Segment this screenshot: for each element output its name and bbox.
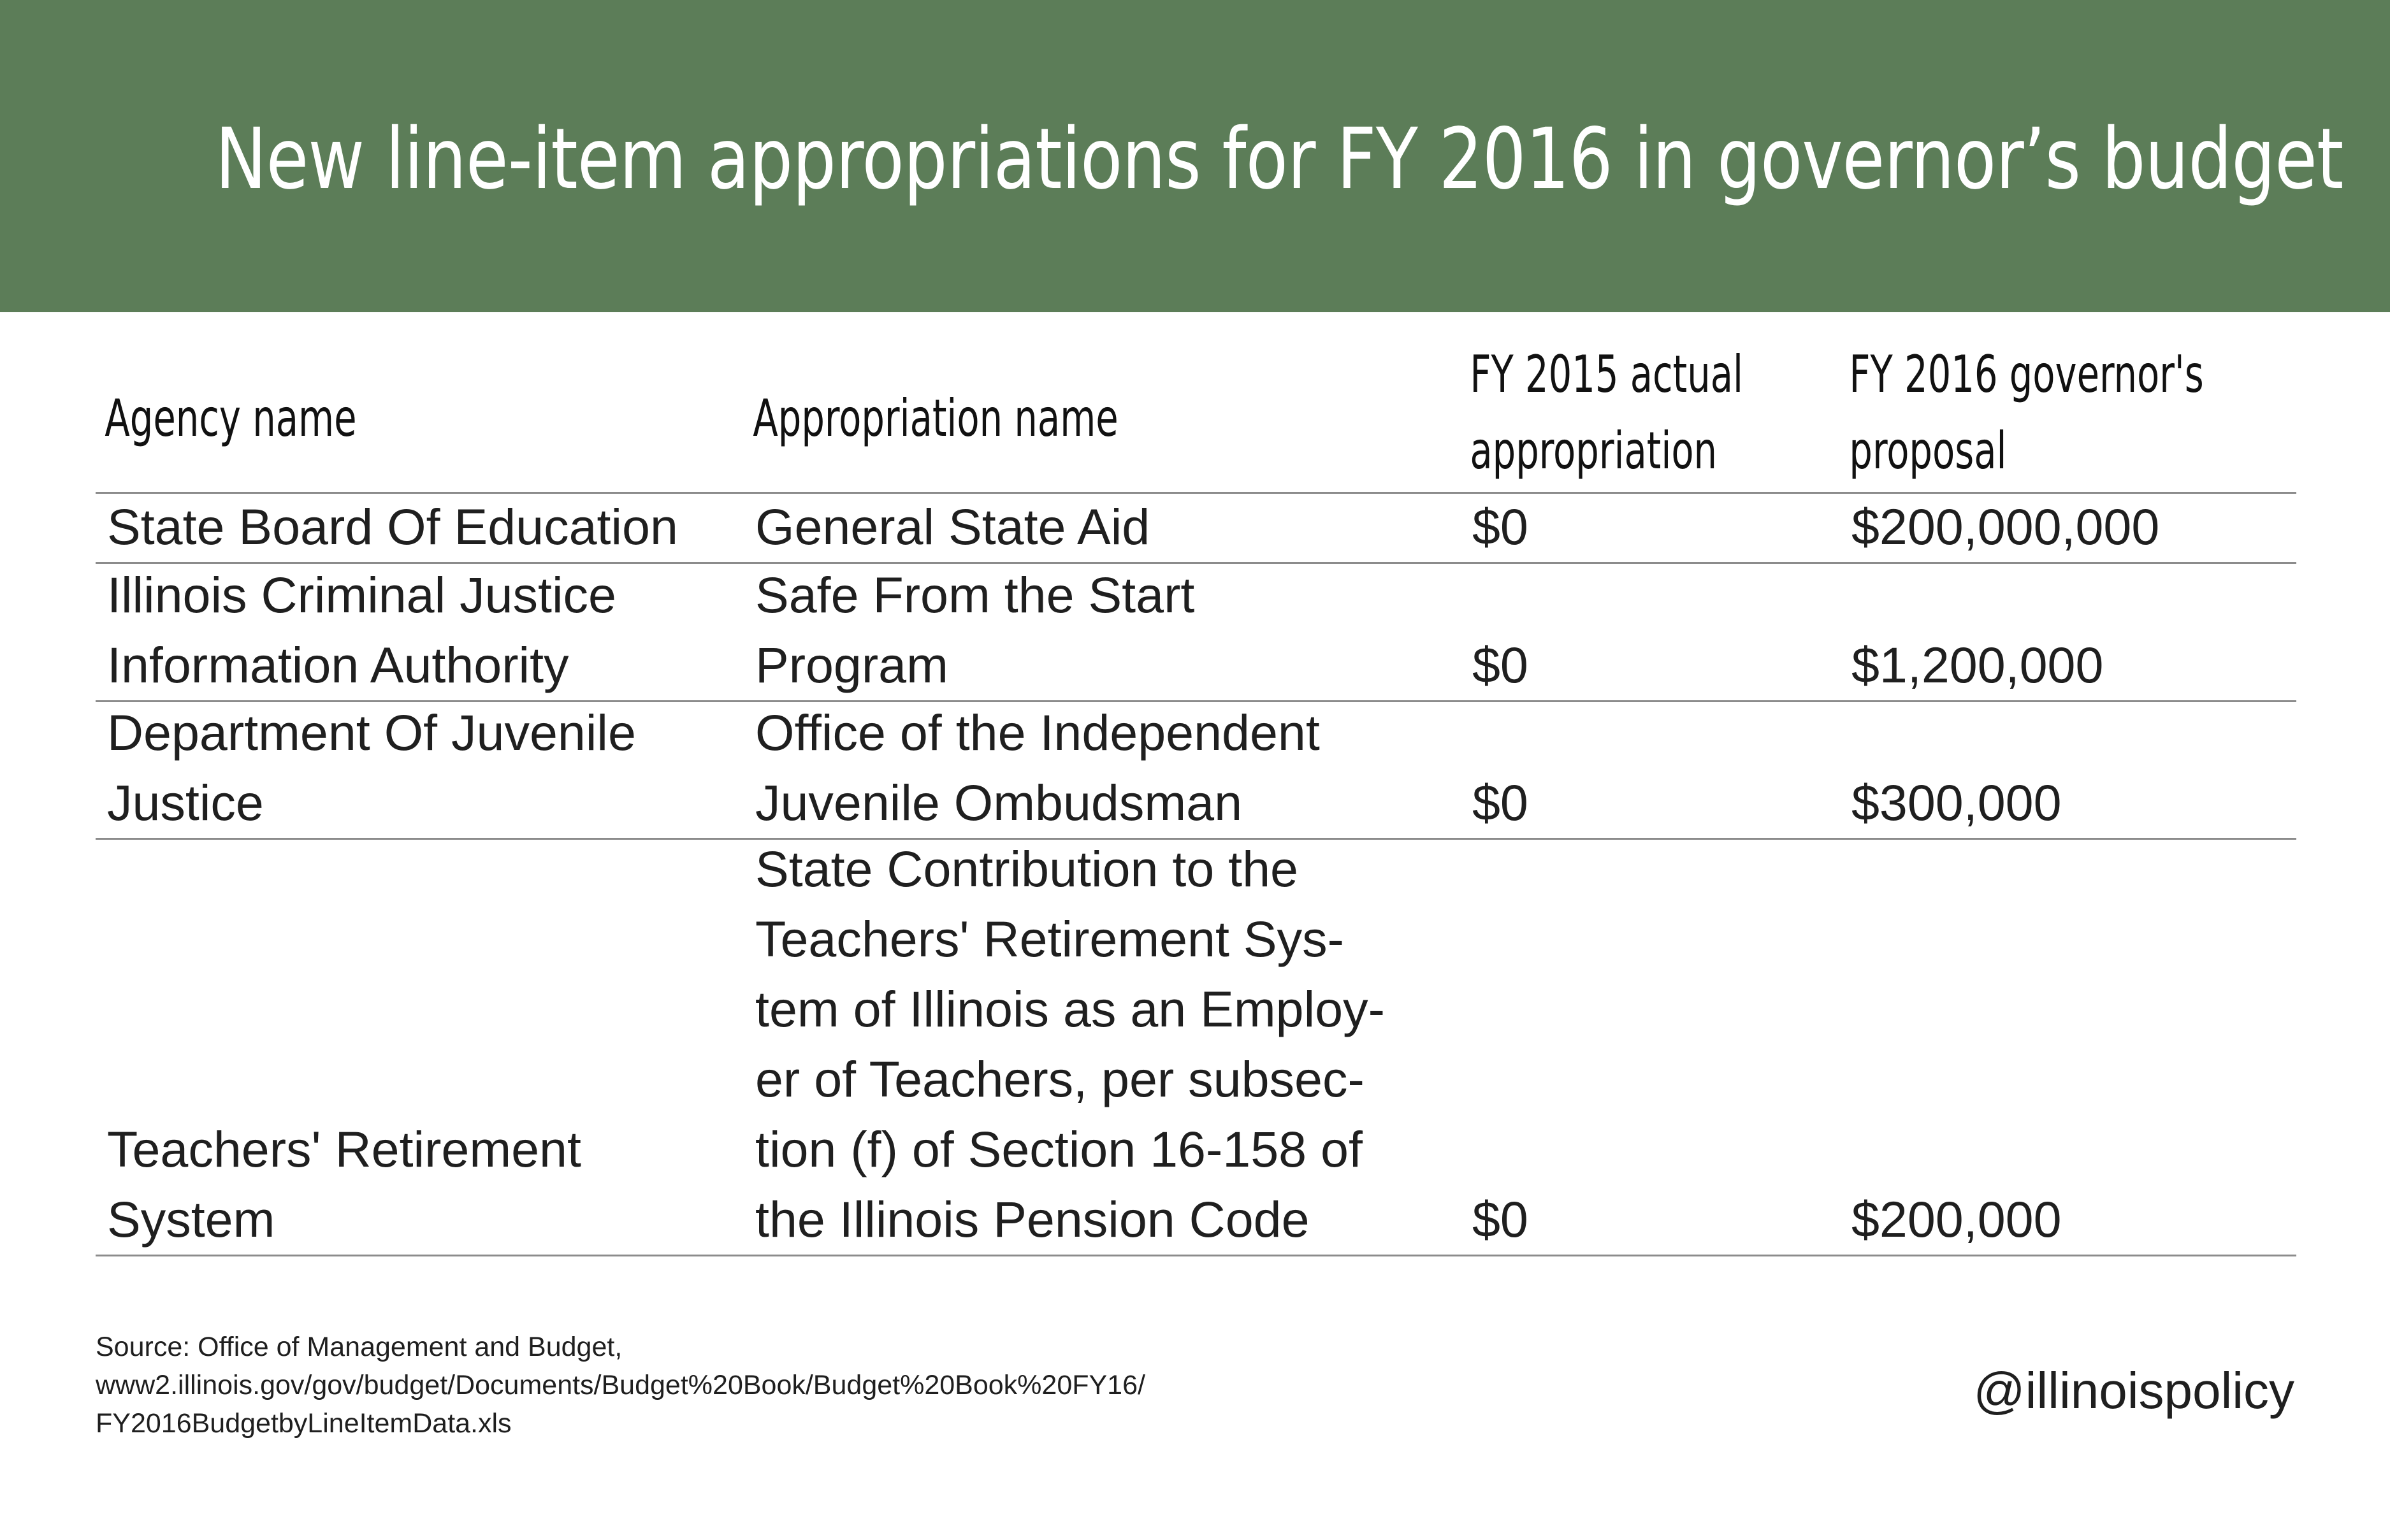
table-row — [96, 840, 2296, 1256]
fy2016-cell — [1840, 630, 2296, 700]
header-fy2015-line-1: FY 2015 actual — [1470, 345, 1744, 404]
header-appropriation-label: Appropriation name — [753, 389, 1119, 448]
fy2016-value: $300,000 — [1851, 774, 2062, 831]
agency-text-line-2: Justice — [107, 774, 264, 831]
fy2015-cell — [1461, 768, 1840, 838]
agency-text-line-1: Illinois Criminal Justice — [107, 566, 616, 623]
appropriation-cell — [744, 834, 1461, 1255]
appropriation-text-line-4: er of Teachers, per subsec- — [755, 1051, 1365, 1107]
header-fy2016-line-1: FY 2016 governor's — [1849, 345, 2204, 404]
fy2015-value: $0 — [1472, 1191, 1528, 1248]
appropriation-text: General State Aid — [755, 498, 1150, 555]
agency-text-line-2: System — [107, 1191, 275, 1248]
fy2015-cell — [1461, 1184, 1840, 1255]
fy2016-cell — [1840, 492, 2296, 562]
source-note — [96, 1328, 1434, 1443]
agency-text: State Board Of Education — [107, 498, 678, 555]
fy2016-value: $1,200,000 — [1851, 637, 2104, 693]
fy2016-cell — [1840, 1184, 2296, 1255]
fy2015-value: $0 — [1472, 498, 1528, 555]
appropriation-cell — [744, 560, 1461, 700]
fy2016-cell — [1840, 768, 2296, 838]
agency-cell — [96, 560, 744, 700]
fy2016-value: $200,000,000 — [1851, 498, 2160, 555]
source-line-3: FY2016BudgetbyLineItemData.xls — [96, 1408, 512, 1439]
source-line-2: www2.illinois.gov/gov/budget/Documents/Budget%20Book/Budget%20Book%20FY16/ — [96, 1370, 1145, 1400]
agency-text-line-1: Department Of Juvenile — [107, 704, 636, 761]
agency-text-line-1: Teachers' Retirement — [107, 1121, 581, 1177]
appropriation-text-line-6: the Illinois Pension Code — [755, 1191, 1310, 1248]
appropriation-text-line-1: Office of the Independent — [755, 704, 1320, 761]
appropriation-text-line-2: Juvenile Ombudsman — [755, 774, 1243, 831]
header-agency-label: Agency name — [105, 389, 357, 448]
appropriation-text-line-2: Teachers' Retirement Sys- — [755, 910, 1344, 967]
page-title: New line-item appropriations for FY 2016 in governor’s budget — [215, 110, 2343, 208]
appropriation-text-line-5: tion (f) of Section 16-158 of — [755, 1121, 1363, 1177]
appropriation-text-line-1: State Contribution to the — [755, 840, 1298, 897]
header-appropriation-name — [744, 380, 1317, 492]
source-line-1: Source: Office of Management and Budget, — [96, 1332, 623, 1362]
agency-cell — [96, 1114, 744, 1255]
agency-cell — [96, 698, 744, 838]
appropriations-table — [96, 344, 2296, 1256]
fy2015-cell — [1461, 492, 1840, 562]
header-fy2015-line-2: appropriation — [1470, 421, 1718, 480]
agency-cell — [96, 492, 744, 562]
header-fy2015 — [1461, 336, 1764, 492]
fy2015-cell — [1461, 630, 1840, 700]
header-fy2016-line-2: proposal — [1849, 421, 2007, 480]
table-row — [96, 702, 2296, 840]
fy2015-value: $0 — [1472, 774, 1528, 831]
appropriation-text-line-3: tem of Illinois as an Employ- — [755, 981, 1385, 1037]
appropriation-text-line-2: Program — [755, 637, 948, 693]
table-row — [96, 564, 2296, 702]
header-fy2016 — [1840, 336, 2205, 492]
fy2015-value: $0 — [1472, 637, 1528, 693]
agency-text-line-2: Information Authority — [107, 637, 569, 693]
social-handle: @illinoispolicy — [1973, 1362, 2294, 1419]
appropriation-cell — [744, 492, 1461, 562]
fy2016-value: $200,000 — [1851, 1191, 2062, 1248]
table-header-row — [96, 344, 2296, 494]
appropriation-text-line-1: Safe From the Start — [755, 566, 1195, 623]
table-row — [96, 494, 2296, 564]
header-agency-name — [96, 380, 614, 492]
appropriation-cell — [744, 698, 1461, 838]
